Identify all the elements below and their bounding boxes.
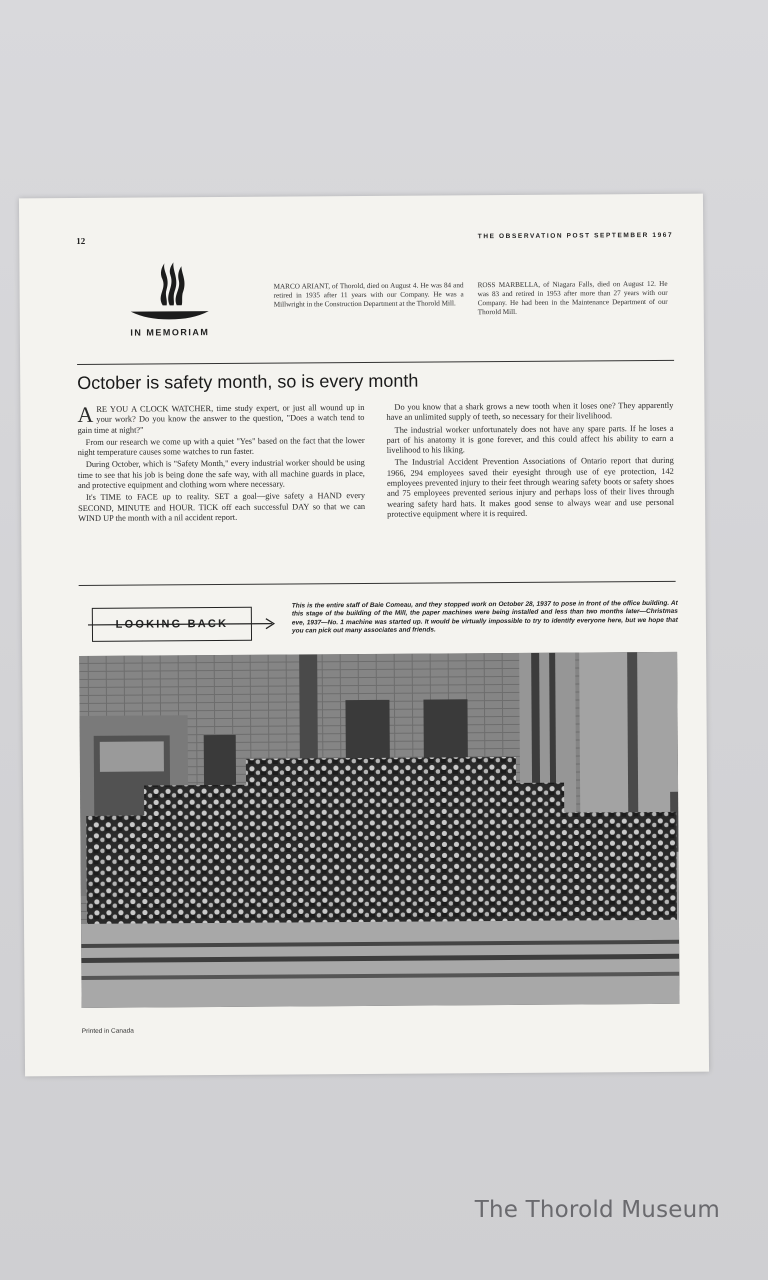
divider-rule xyxy=(77,360,674,365)
obituary-marbella: ROSS MARBELLA, of Niagara Falls, died on August 12. He was 83 and retired in 1953 after more than 27 years with our Company. He had been in the Maintenance Department of our Thorold Mill. xyxy=(477,279,668,317)
article-paragraph: During October, which is "Safety Month," every industrial worker should be using time to see that his job is being done the safe way, with all machine guards in place, and protective equipment and clothing worn where necessary. xyxy=(77,458,365,491)
divider-rule xyxy=(79,581,676,586)
flame-icon xyxy=(126,261,212,324)
printed-in-canada: Printed in Canada xyxy=(81,1027,134,1035)
article-paragraph: From our research we come up with a quiet "Yes" based on the fact that the lower night temperature causes some watches to run faster. xyxy=(77,435,365,458)
article-paragraph: The industrial worker unfortunately does not have any spare parts. If he loses a part of his anatomy it is gone forever, and this could affect his ability to earn a livelihood to his liking. xyxy=(386,423,674,456)
article-paragraph: The Industrial Accident Prevention Associations of Ontario report that during 1966, 294 employees saved their eyesight through use of eye protection, 142 employees prevented injury to their feet through wearing safety boots or safety shoes and 75 employees prevented serious injury and perhaps loss of their lives through wearing safety hard hats. It makes good sense to always wear and use personal protective equipment where it is required. xyxy=(386,456,675,519)
article-paragraph: Do you know that a shark grows a new tooth when it loses one? They apparently have an unlimited supply of teeth, so necessary for their livelihood. xyxy=(386,400,674,423)
article-column-left xyxy=(77,403,365,526)
memoriam-block xyxy=(119,261,220,338)
article-paragraph: It's TIME to FACE up to reality. SET a goal—give safety a HAND every SECOND, MINUTE and HOUR. TICK off each successful DAY so that we can WIND UP the month with a nil accident report. xyxy=(78,491,366,523)
staff-group-photo xyxy=(79,652,679,1008)
memoriam-label: IN MEMORIAM xyxy=(130,327,210,338)
museum-watermark: The Thorold Museum xyxy=(474,1197,720,1223)
running-head: THE OBSERVATION POST SEPTEMBER 1967 xyxy=(477,231,674,241)
obituary-ariant: MARCO ARIANT, of Thorold, died on August 4. He was 84 and retired in 1935 after 11 years with our Company. He was a Millwright in the Construction Department at the Thorold Mill. xyxy=(273,281,464,309)
drop-cap: A xyxy=(77,401,94,427)
photo-caption: This is the entire staff of Baie Comeau, and they stopped work on October 28, 1937 to pose in front of the office building. At this stage of the building of the Mill, the paper machines were being installed and less than two months later—Christmas eve, 1937—No. 1 machine was started up. It would be virtually impossible to try to identify everyone here, but we hope that you can pick out many associates and friends. xyxy=(291,599,678,635)
article-paragraph: ARE YOU A CLOCK WATCHER, time study expert, or just all wound up in your work? Do you know the answer to the question, "Does a watch tend to gain time at night?" xyxy=(77,401,365,435)
article-headline: October is safety month, so is every month xyxy=(77,370,419,393)
article-column-right xyxy=(386,401,674,522)
looking-back-label: LOOKING BACK xyxy=(92,607,252,642)
page-number: 12 xyxy=(76,235,86,246)
magazine-page xyxy=(19,194,709,1077)
